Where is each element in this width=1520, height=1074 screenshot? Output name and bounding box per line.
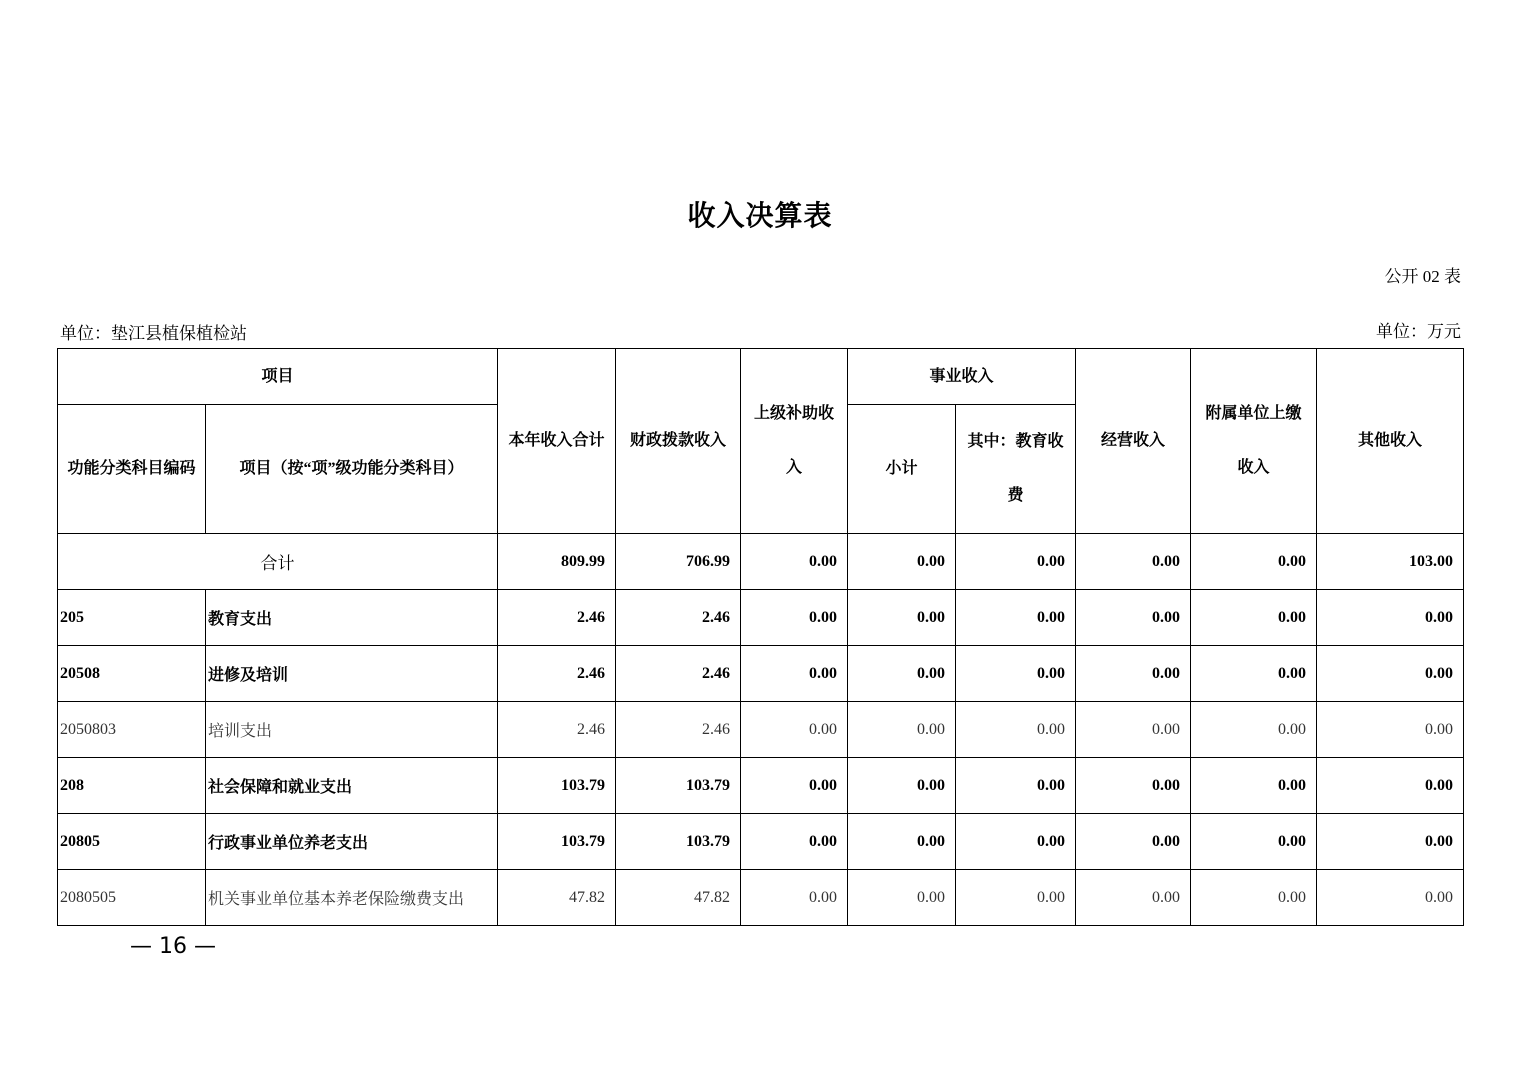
row-cell: 2.46 (616, 702, 741, 758)
header-fiscal: 财政拨款收入 (616, 349, 741, 534)
header-education-line2: 费 (1007, 487, 1024, 504)
row-code: 2050803 (58, 702, 206, 758)
row-cell: 0.00 (956, 870, 1076, 926)
row-cell: 0.00 (956, 758, 1076, 814)
row-cell: 0.00 (848, 590, 956, 646)
row-cell: 0.00 (848, 814, 956, 870)
page-number: — 16 — (130, 934, 216, 959)
row-cell: 103.79 (616, 814, 741, 870)
row-cell: 2.46 (498, 646, 616, 702)
table-row (58, 814, 1464, 870)
row-cell: 0.00 (1076, 590, 1191, 646)
header-superior-line2: 入 (786, 459, 803, 476)
row-cell: 0.00 (848, 702, 956, 758)
row-cell: 0.00 (956, 814, 1076, 870)
header-func-code: 功能分类科目编码 (58, 405, 206, 534)
row-cell: 0.00 (741, 870, 848, 926)
row-code: 20805 (58, 814, 206, 870)
header-operating: 经营收入 (1076, 349, 1191, 534)
row-cell: 103.79 (498, 758, 616, 814)
row-name: 行政事业单位养老支出 (206, 814, 498, 870)
header-subtotal: 小计 (848, 405, 956, 534)
row-cell: 0.00 (1076, 870, 1191, 926)
header-business-income: 事业收入 (848, 349, 1076, 405)
row-cell: 0.00 (956, 590, 1076, 646)
table-row (58, 590, 1464, 646)
row-code: 2080505 (58, 870, 206, 926)
row-cell: 0.00 (741, 646, 848, 702)
form-number: 公开 02 表 (1384, 267, 1461, 286)
row-cell: 0.00 (1076, 814, 1191, 870)
total-cell: 0.00 (956, 534, 1076, 590)
income-table (57, 348, 1464, 926)
total-cell: 0.00 (1191, 534, 1317, 590)
row-cell: 0.00 (848, 870, 956, 926)
header-education-line1: 其中：教育收 (967, 433, 1064, 450)
total-row (58, 534, 1464, 590)
row-cell: 103.79 (498, 814, 616, 870)
currency-unit: 单位：万元 (1376, 322, 1461, 341)
header-project-detail: 项目（按“项”级功能分类科目） (206, 405, 498, 534)
row-cell: 0.00 (1317, 646, 1464, 702)
header-education-fee (956, 405, 1076, 534)
total-cell: 0.00 (741, 534, 848, 590)
row-cell: 2.46 (498, 702, 616, 758)
row-name: 培训支出 (206, 702, 498, 758)
total-label: 合计 (58, 534, 498, 590)
row-cell: 0.00 (1317, 758, 1464, 814)
row-cell: 103.79 (616, 758, 741, 814)
row-name: 机关事业单位基本养老保险缴费支出 (206, 870, 498, 926)
row-cell: 0.00 (1317, 702, 1464, 758)
header-affiliated-line2: 收入 (1237, 459, 1270, 476)
total-cell: 809.99 (498, 534, 616, 590)
page-title: 收入决算表 (687, 201, 833, 232)
row-cell: 2.46 (498, 590, 616, 646)
row-cell: 0.00 (741, 814, 848, 870)
row-cell: 0.00 (1191, 646, 1317, 702)
row-code: 205 (58, 590, 206, 646)
header-total: 本年收入合计 (498, 349, 616, 534)
table-row (58, 758, 1464, 814)
row-cell: 2.46 (616, 646, 741, 702)
total-cell: 0.00 (848, 534, 956, 590)
row-name: 教育支出 (206, 590, 498, 646)
row-cell: 0.00 (1317, 590, 1464, 646)
header-project: 项目 (58, 349, 498, 405)
reporting-unit: 单位：垫江县植保植检站 (60, 324, 247, 343)
table-row (58, 870, 1464, 926)
header-row-1 (58, 349, 1464, 405)
row-cell: 47.82 (498, 870, 616, 926)
table-row (58, 702, 1464, 758)
row-cell: 0.00 (1076, 702, 1191, 758)
row-cell: 0.00 (741, 590, 848, 646)
row-name: 社会保障和就业支出 (206, 758, 498, 814)
row-cell: 0.00 (741, 758, 848, 814)
row-cell: 0.00 (1191, 702, 1317, 758)
total-cell: 103.00 (1317, 534, 1464, 590)
row-name: 进修及培训 (206, 646, 498, 702)
row-cell: 0.00 (1076, 646, 1191, 702)
header-other: 其他收入 (1317, 349, 1464, 534)
row-cell: 0.00 (956, 702, 1076, 758)
row-code: 208 (58, 758, 206, 814)
row-cell: 0.00 (848, 646, 956, 702)
row-cell: 0.00 (1191, 758, 1317, 814)
row-cell: 0.00 (1191, 590, 1317, 646)
header-affiliated (1191, 349, 1317, 534)
total-cell: 0.00 (1076, 534, 1191, 590)
row-cell: 0.00 (1317, 870, 1464, 926)
row-code: 20508 (58, 646, 206, 702)
header-superior-line1: 上级补助收 (754, 405, 835, 422)
row-cell: 47.82 (616, 870, 741, 926)
table-row (58, 646, 1464, 702)
row-cell: 0.00 (1191, 870, 1317, 926)
total-cell: 706.99 (616, 534, 741, 590)
header-superior-subsidy (741, 349, 848, 534)
row-cell: 0.00 (1317, 814, 1464, 870)
row-cell: 2.46 (616, 590, 741, 646)
row-cell: 0.00 (1076, 758, 1191, 814)
row-cell: 0.00 (1191, 814, 1317, 870)
row-cell: 0.00 (848, 758, 956, 814)
row-cell: 0.00 (956, 646, 1076, 702)
header-affiliated-line1: 附属单位上缴 (1205, 405, 1302, 422)
row-cell: 0.00 (741, 702, 848, 758)
